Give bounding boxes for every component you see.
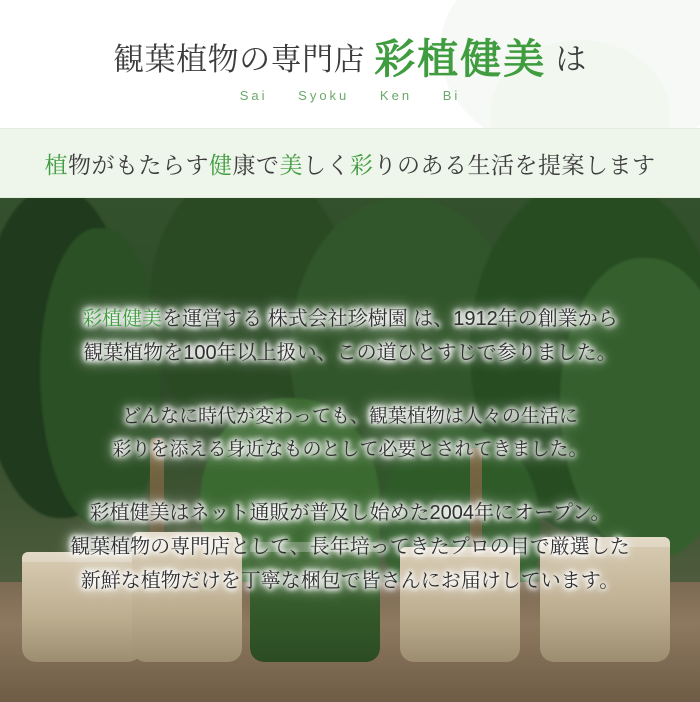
p1-brand: 彩植健美 [82, 308, 163, 330]
page-title [0, 26, 700, 85]
paragraph-2-line-2: 彩りを添える身近なものとして必要とされてきました。 [112, 439, 588, 460]
paragraph-2 [18, 400, 682, 466]
tagline-text [45, 147, 656, 180]
paragraph-3-line-3: 新鮮な植物だけを丁寧な梱包で皆さんにお届けしています。 [80, 570, 620, 592]
paragraph-1 [18, 302, 682, 370]
tagline-seg-5: 美 [279, 151, 303, 178]
title-prefix: 観葉植物の専門店 [113, 42, 366, 77]
tagline-seg-2: 物がもたらす [68, 151, 209, 178]
romaji-3: Ken [379, 88, 413, 103]
page-header [0, 0, 700, 128]
paragraph-3 [18, 496, 682, 598]
tagline-seg-8: りのある生活を提案します [373, 151, 656, 178]
p1-rest: を運営する 株式会社珍樹園 は、1912年の創業から [162, 308, 618, 330]
romaji-1: Sai [239, 88, 268, 103]
tagline-seg-7: 彩 [350, 151, 374, 178]
tagline-seg-3: 健 [209, 151, 233, 178]
tagline-banner [0, 128, 700, 198]
paragraph-3-line-2: 観葉植物の専門店として、長年培ってきたプロの目で厳選した [70, 536, 630, 558]
paragraph-1-line-1 [18, 302, 682, 336]
tagline-seg-6: しく [303, 151, 350, 178]
paragraph-3-line-1: 彩植健美はネット通販が普及し始めた2004年にオープン。 [89, 502, 611, 524]
story-text [0, 198, 700, 702]
romaji-4: Bi [442, 88, 461, 103]
romaji-2: Syoku [298, 88, 350, 103]
tagline-seg-1: 植 [44, 151, 68, 178]
brand-romaji [0, 88, 700, 103]
brand-name: 彩植健美 [374, 36, 547, 82]
story-section [0, 198, 700, 702]
paragraph-2-line-1: どんなに時代が変わっても、観葉植物は人々の生活に [122, 406, 578, 427]
paragraph-1-line-2: 観葉植物を100年以上扱い、この道ひとすじで参りました。 [83, 342, 617, 364]
title-suffix: は [555, 42, 587, 77]
tagline-seg-4: 康で [232, 151, 280, 178]
